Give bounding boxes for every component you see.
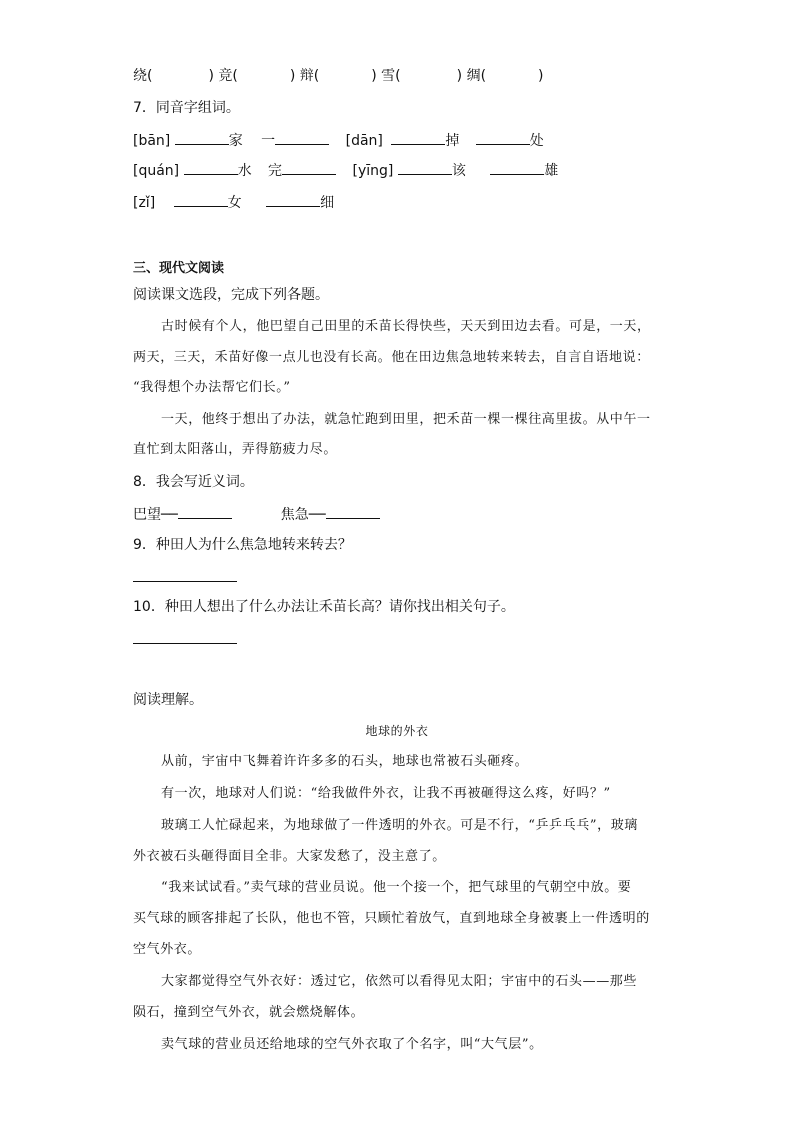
word: 完 bbox=[268, 163, 283, 179]
section-heading: 三、现代文阅读 bbox=[133, 261, 225, 276]
char-3: 辩 bbox=[299, 68, 314, 84]
q8-answers bbox=[133, 504, 380, 525]
pinyin: [zǐ] bbox=[133, 195, 156, 211]
answer-blank[interactable] bbox=[266, 192, 320, 207]
word: 水 bbox=[237, 163, 252, 179]
q10-title: 10．种田人想出了什么办法让禾苗长高？请你找出相关句子。 bbox=[133, 599, 515, 615]
passage-line-4: 一天，他终于想出了办法，就急忙跑到田里，把禾苗一棵一棵往高里拔。从中午一 bbox=[161, 412, 651, 427]
answer-blank[interactable] bbox=[184, 160, 238, 175]
char-5: 绸 bbox=[466, 68, 481, 84]
word: 细 bbox=[320, 195, 335, 211]
paren-close: ) bbox=[456, 68, 463, 84]
paren-close: ) bbox=[289, 68, 296, 84]
q7-row-2 bbox=[133, 160, 558, 181]
q8-word-1: 巴望── bbox=[133, 507, 178, 523]
paren-open: ( bbox=[480, 68, 487, 84]
char-2: 竞 bbox=[218, 68, 233, 84]
passage-line-5: 直忙到太阳落山，弄得筋疲力尽。 bbox=[133, 442, 338, 457]
answer-blank[interactable] bbox=[391, 130, 445, 145]
story-line-6: 买气球的顾客排起了长队，他也不管，只顾忙着放气，直到地球全身被裹上一件透明的 bbox=[133, 911, 650, 926]
char-4: 雪 bbox=[381, 68, 396, 84]
pinyin: [yīng] bbox=[352, 163, 394, 179]
word: 一 bbox=[261, 133, 276, 149]
passage-line-1: 古时候有个人，他巴望自己田里的禾苗长得快些，天天到田边去看。可是，一天， bbox=[161, 319, 651, 334]
word: 家 bbox=[228, 133, 243, 149]
word: 雄 bbox=[544, 163, 559, 179]
answer-blank[interactable] bbox=[275, 130, 329, 145]
q7-title: 7．同音字组词。 bbox=[133, 100, 240, 116]
story-line-1: 从前，宇宙中飞舞着许许多多的石头，地球也常被石头砸疼。 bbox=[161, 754, 529, 769]
q10-answer-line[interactable] bbox=[133, 643, 237, 644]
pinyin: [dān] bbox=[345, 133, 383, 149]
char-1: 绕 bbox=[133, 68, 147, 84]
story-line-4: 外衣被石头砸得面目全非。大家发愁了，没主意了。 bbox=[133, 849, 446, 864]
paren-open: ( bbox=[395, 68, 401, 84]
answer-blank[interactable] bbox=[476, 130, 530, 145]
paren-close: ) bbox=[538, 68, 544, 84]
answer-blank[interactable] bbox=[282, 160, 336, 175]
paren-open: ( bbox=[232, 68, 238, 84]
paren-close: ) bbox=[208, 68, 214, 84]
answer-blank[interactable] bbox=[398, 160, 452, 175]
paren-open: ( bbox=[147, 68, 153, 84]
word: 掉 bbox=[445, 133, 460, 149]
answer-blank[interactable] bbox=[490, 160, 544, 175]
answer-blank[interactable] bbox=[178, 504, 232, 519]
q9-title: 9．种田人为什么焦急地转来转去？ bbox=[133, 537, 352, 553]
paren-open: ( bbox=[313, 68, 320, 84]
story-line-10: 卖气球的营业员还给地球的空气外衣取了个名字，叫“大气层”。 bbox=[161, 1037, 543, 1052]
word: 处 bbox=[529, 133, 544, 149]
section-intro: 阅读课文选段，完成下列各题。 bbox=[133, 287, 329, 303]
story-line-3: 玻璃工人忙碌起来，为地球做了一件透明的外衣。可是不行，“乒乒乓乓”，玻璃 bbox=[161, 818, 638, 833]
q8-word-2: 焦急── bbox=[280, 507, 326, 523]
story-line-9: 陨石，撞到空气外衣，就会燃烧解体。 bbox=[133, 1005, 365, 1020]
answer-blank[interactable] bbox=[175, 130, 229, 145]
q7-row-1 bbox=[133, 130, 544, 151]
story-line-8: 大家都觉得空气外衣好：透过它，依然可以看得见太阳；宇宙中的石头——那些 bbox=[161, 974, 638, 989]
passage-title: 地球的外衣 bbox=[365, 724, 429, 738]
pinyin: [quán] bbox=[133, 163, 180, 179]
story-line-7: 空气外衣。 bbox=[133, 942, 202, 957]
word: 女 bbox=[227, 195, 242, 211]
q7-row-3 bbox=[133, 192, 334, 213]
word: 该 bbox=[451, 163, 466, 179]
story-line-5: “我来试试看。”卖气球的营业员说。他一个接一个，把气球里的气朝空中放。要 bbox=[161, 880, 632, 895]
q8-title: 8．我会写近义词。 bbox=[133, 474, 254, 490]
q9-answer-line[interactable] bbox=[133, 581, 237, 582]
paren-close: ) bbox=[371, 68, 377, 84]
passage-line-2: 两天，三天，禾苗好像一点儿也没有长高。他在田边焦急地转来转去，自言自语地说： bbox=[133, 350, 650, 365]
answer-blank[interactable] bbox=[326, 504, 380, 519]
story-line-2: 有一次，地球对人们说：“给我做件外衣，让我不再被砸得这么疼，好吗？” bbox=[161, 786, 611, 801]
passage-line-3: “我得想个办法帮它们长。” bbox=[133, 380, 291, 395]
pinyin: [bān] bbox=[133, 133, 171, 149]
char-paren-row bbox=[133, 66, 544, 86]
reading-intro: 阅读理解。 bbox=[133, 692, 203, 708]
answer-blank[interactable] bbox=[174, 192, 228, 207]
